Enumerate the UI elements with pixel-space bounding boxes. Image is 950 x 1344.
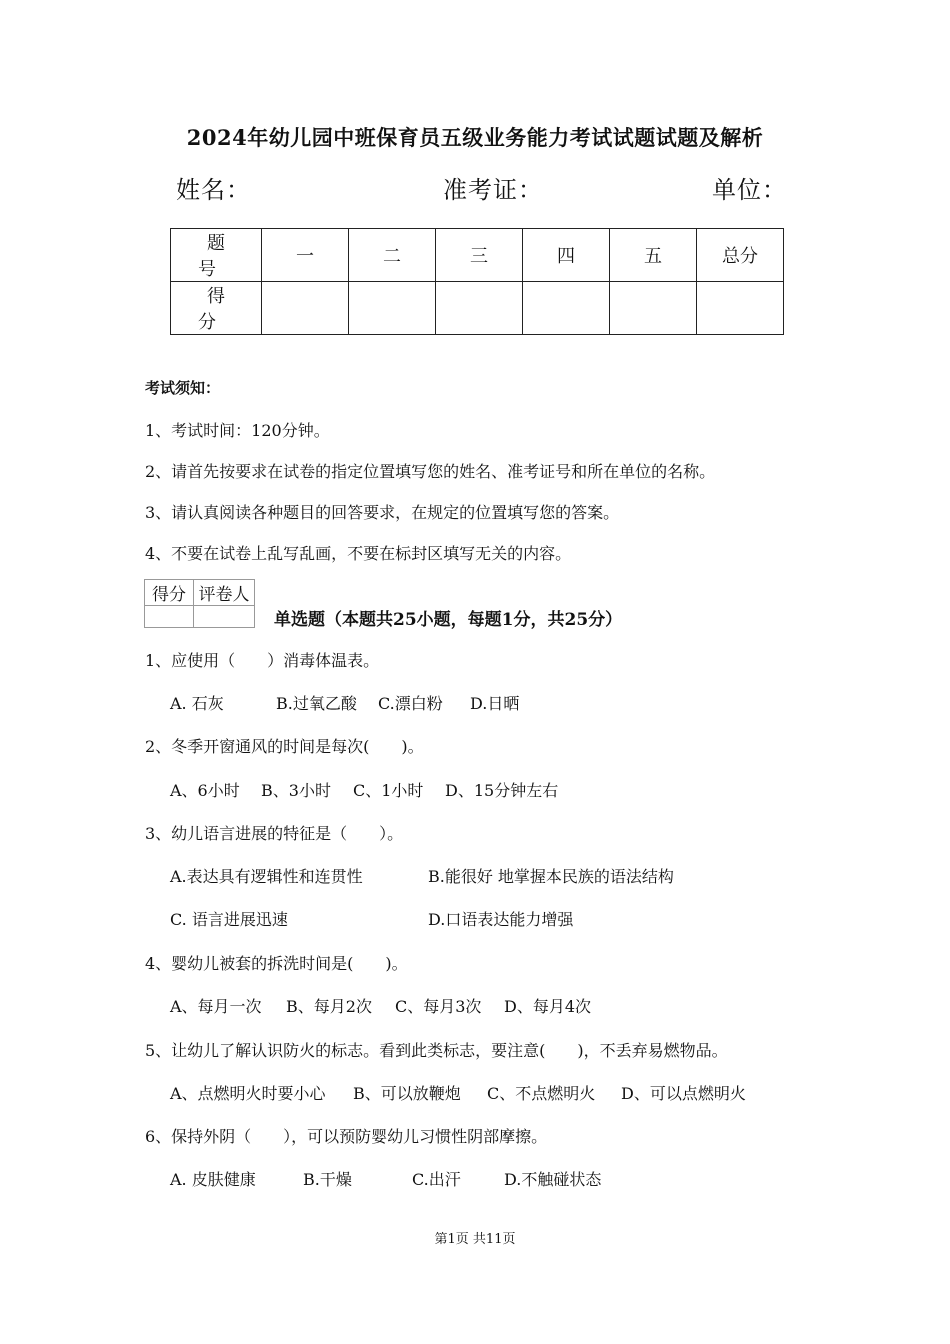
notice-item: 3、请认真阅读各种题目的回答要求，在规定的位置填写您的答案。 xyxy=(145,503,620,522)
score-input-cell[interactable] xyxy=(610,282,697,335)
score-header-label: 题 号 xyxy=(171,229,262,282)
question-text: 2、冬季开窗通风的时间是每次( )。 xyxy=(145,737,424,756)
name-field-label: 姓名： xyxy=(176,176,251,204)
option: B、3小时 xyxy=(261,781,331,800)
score-header-cell: 总分 xyxy=(697,229,784,282)
option: C.出汗 xyxy=(412,1170,461,1189)
score-input-cell[interactable] xyxy=(697,282,784,335)
grader-name-cell[interactable] xyxy=(194,606,255,628)
option: C、每月3次 xyxy=(395,997,482,1016)
score-input-cell[interactable] xyxy=(349,282,436,335)
page-footer: 第1页 共11页 xyxy=(434,1232,516,1247)
option: D、15分钟左右 xyxy=(445,781,559,800)
score-header-cell: 二 xyxy=(349,229,436,282)
option: A. 皮肤健康 xyxy=(170,1170,256,1189)
option: B.过氧乙酸 xyxy=(276,694,357,713)
grader-score-cell[interactable] xyxy=(145,606,194,628)
grader-name-label: 评卷人 xyxy=(194,580,255,606)
option: C、1小时 xyxy=(353,781,424,800)
notice-item: 4、不要在试卷上乱写乱画，不要在标封区填写无关的内容。 xyxy=(145,544,572,563)
option: D.口语表达能力增强 xyxy=(428,910,574,929)
grader-table xyxy=(144,579,255,628)
option: D、每月4次 xyxy=(504,997,592,1016)
score-table-header-row xyxy=(171,229,784,282)
option: B、每月2次 xyxy=(286,997,372,1016)
notice-item: 1、考试时间：120分钟。 xyxy=(145,421,330,440)
page-title: 2024年幼儿园中班保育员五级业务能力考试试题试题及解析 xyxy=(186,125,764,150)
score-header-cell: 一 xyxy=(262,229,349,282)
score-table xyxy=(170,228,784,335)
option: C. 语言进展迅速 xyxy=(170,910,288,929)
option: D.日晒 xyxy=(470,694,520,713)
option: A.表达具有逻辑性和连贯性 xyxy=(170,867,363,886)
notice-heading: 考试须知： xyxy=(145,379,221,397)
score-input-cell[interactable] xyxy=(523,282,610,335)
option: A、点燃明火时要小心 xyxy=(170,1084,326,1103)
exam-number-field-label: 准考证： xyxy=(443,176,543,204)
question-text: 3、幼儿语言进展的特征是（ ）。 xyxy=(145,824,404,843)
option: A、6小时 xyxy=(170,781,240,800)
question-text: 4、婴幼儿被套的拆洗时间是( )。 xyxy=(145,954,408,973)
score-header-cell: 四 xyxy=(523,229,610,282)
section-heading: 单选题（本题共25小题，每题1分，共25分） xyxy=(274,610,623,630)
question-text: 1、应使用（ ）消毒体温表。 xyxy=(145,651,380,670)
question-text: 5、让幼儿了解认识防火的标志。看到此类标志，要注意( )，不丢弃易燃物品。 xyxy=(145,1041,728,1060)
score-header-cell: 五 xyxy=(610,229,697,282)
option: C、不点燃明火 xyxy=(487,1084,596,1103)
notice-item: 2、请首先按要求在试卷的指定位置填写您的姓名、准考证号和所在单位的名称。 xyxy=(145,462,716,481)
question-text: 6、保持外阴（ ），可以预防婴幼儿习惯性阴部摩擦。 xyxy=(145,1127,548,1146)
option: B.能很好 地掌握本民族的语法结构 xyxy=(428,867,674,886)
option: D.不触碰状态 xyxy=(504,1170,602,1189)
option: B.干燥 xyxy=(303,1170,352,1189)
score-header-cell: 三 xyxy=(436,229,523,282)
option: D、可以点燃明火 xyxy=(621,1084,746,1103)
score-row-label: 得 分 xyxy=(171,282,262,335)
option: A、每月一次 xyxy=(170,997,262,1016)
unit-field-label: 单位： xyxy=(712,176,787,204)
option: B、可以放鞭炮 xyxy=(353,1084,461,1103)
option: C.漂白粉 xyxy=(378,694,443,713)
score-table-score-row xyxy=(171,282,784,335)
score-input-cell[interactable] xyxy=(436,282,523,335)
option: A. 石灰 xyxy=(170,694,224,713)
grader-score-label: 得分 xyxy=(145,580,194,606)
